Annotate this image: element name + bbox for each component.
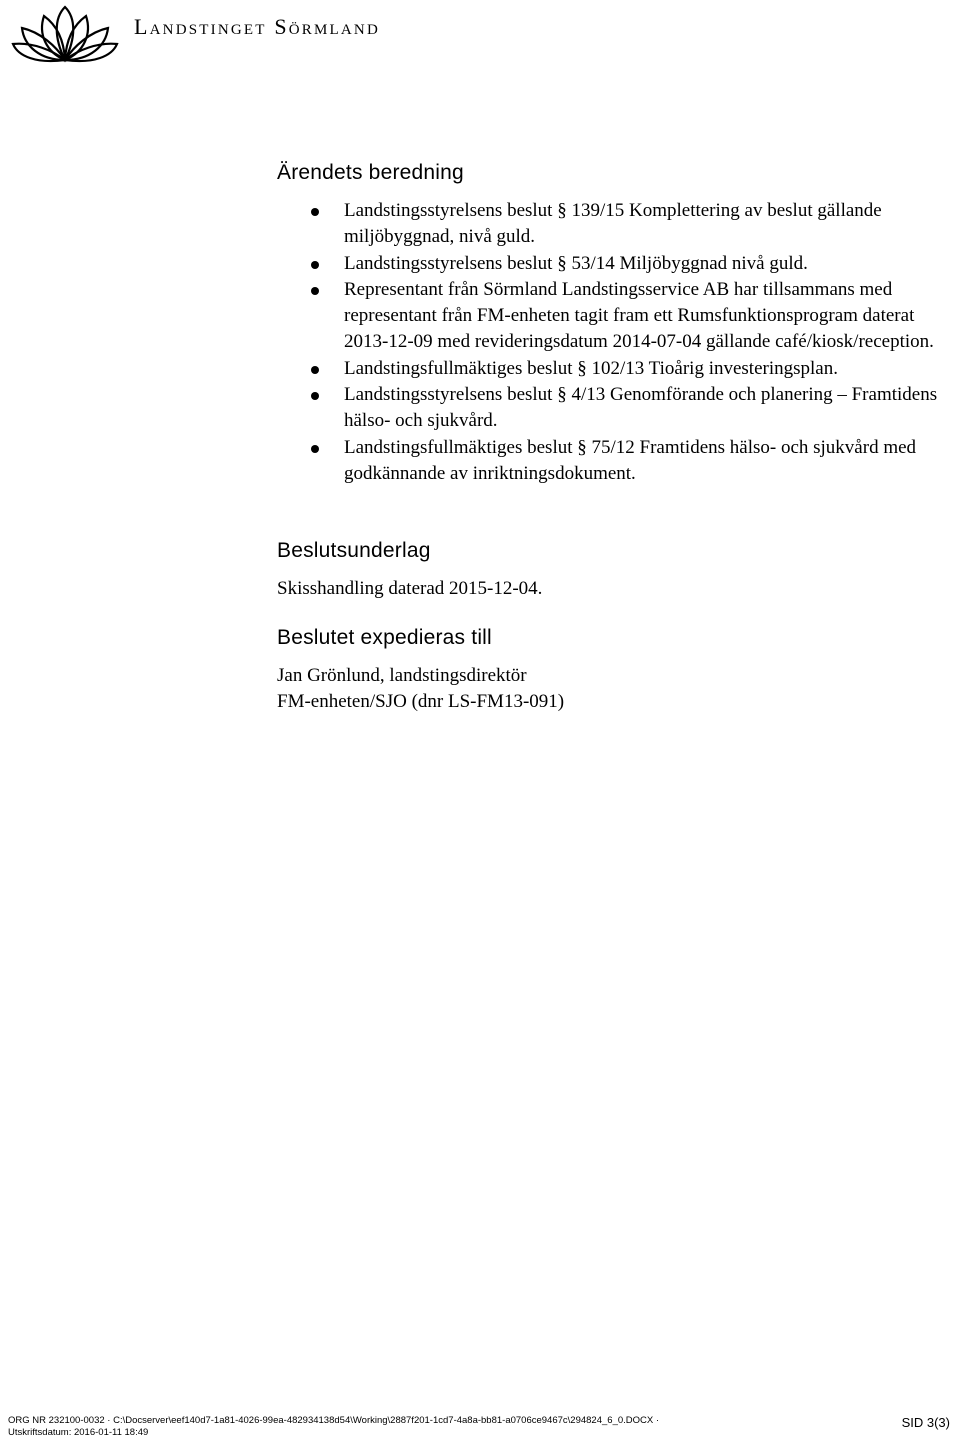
list-item: Landstingsfullmäktiges beslut § 75/12 Framtidens hälso- och sjukvård med godkännande av inriktningsdokument.: [277, 435, 942, 488]
footer-file-path: ORG NR 232100-0032 · C:\Docserver\eef140d7-1a81-4026-99ea-482934138d54\Working\2887f201-1cd7-4a8a-bb81-a0706ce9467c\294824_6_0.DOCX ·: [8, 1415, 660, 1426]
landstinget-sormland-logo-icon: [10, 4, 120, 64]
list-item: Landstingsstyrelsens beslut § 4/13 Genomförande och planering – Framtidens hälso- och sjukvård.: [277, 382, 942, 435]
recipient-line: FM-enheten/SJO (dnr LS-FM13-091): [277, 691, 565, 712]
org-name: Landstinget Sörmland: [134, 14, 380, 39]
list-item: Representant från Sörmland Landstingsservice AB har tillsammans med representant från FM-enheten tagit fram ett Rumsfunktionsprogram daterat 2013-12-09 med revideringsdatum 2014-07-04 gällande café/kiosk/reception.: [277, 277, 942, 356]
list-item: Landstingsstyrelsens beslut § 139/15 Komplettering av beslut gällande miljöbyggnad, nivå guld.: [277, 198, 942, 251]
section-title-expedieras: Beslutet expedieras till: [277, 626, 492, 649]
list-item: Landstingsstyrelsens beslut § 53/14 Miljöbyggnad nivå guld.: [277, 251, 942, 277]
footer-info: [8, 1415, 659, 1439]
bullet-icon: [311, 261, 319, 269]
beredning-list: [277, 198, 942, 487]
bullet-icon: [311, 208, 319, 216]
section-title-beslutsunderlag: Beslutsunderlag: [277, 539, 431, 562]
recipient-line: Jan Grönlund, landstingsdirektör: [277, 665, 527, 686]
bullet-icon: [311, 287, 319, 295]
page-number: SID 3(3): [901, 1415, 950, 1430]
bullet-icon: [311, 392, 319, 400]
list-item: Landstingsfullmäktiges beslut § 102/13 Tioårig investeringsplan.: [277, 356, 942, 382]
beslutsunderlag-text: Skisshandling daterad 2015-12-04.: [277, 578, 543, 599]
section-title-arendets-beredning: Ärendets beredning: [277, 161, 464, 184]
footer-print-date: Utskriftsdatum: 2016-01-11 18:49: [8, 1427, 149, 1438]
bullet-icon: [311, 366, 319, 374]
bullet-icon: [311, 445, 319, 453]
